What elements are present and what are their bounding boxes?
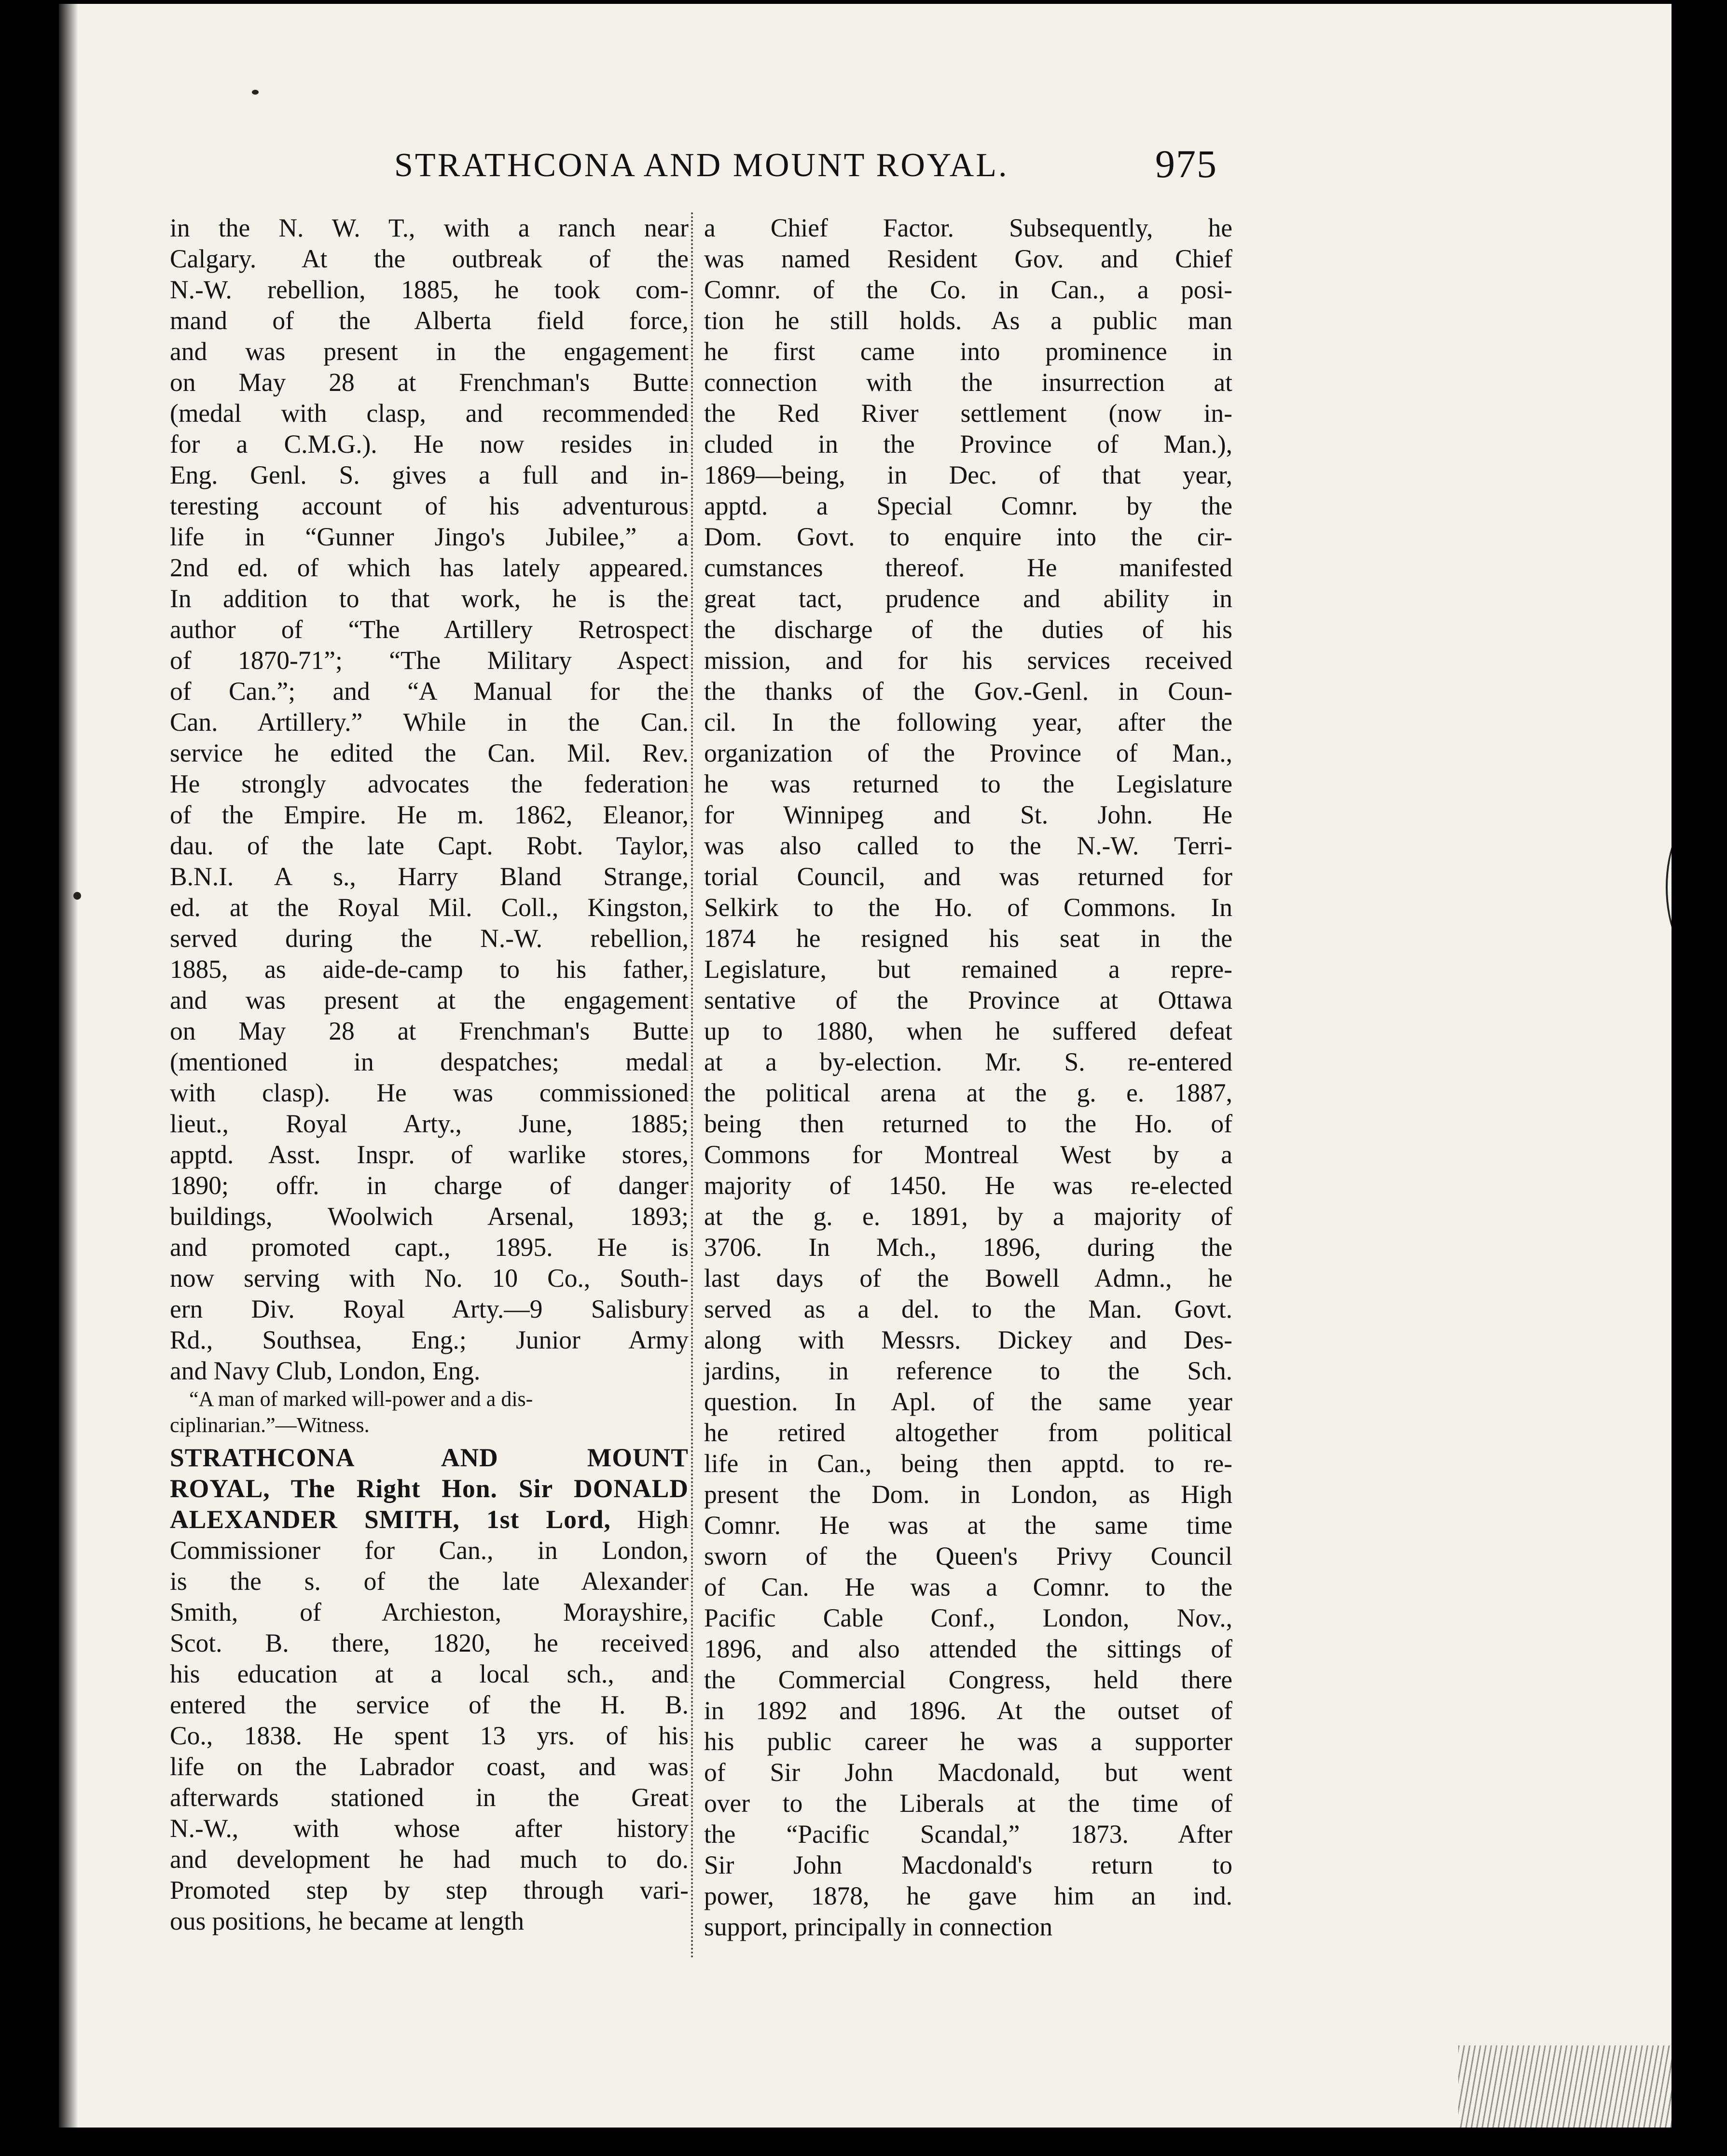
left-column-line: In addition to that work, he is the bbox=[170, 584, 689, 613]
left-column-line: Co., 1838. He spent 13 yrs. of his bbox=[170, 1721, 689, 1750]
right-column-line: up to 1880, when he suffered defeat bbox=[704, 1016, 1232, 1045]
right-column-line: Dom. Govt. to enquire into the cir- bbox=[704, 522, 1232, 551]
left-column-line: of the Empire. He m. 1862, Eleanor, bbox=[170, 800, 689, 829]
left-column-line: B.N.I. A s., Harry Bland Strange, bbox=[170, 862, 689, 891]
right-column-line: the discharge of the duties of his bbox=[704, 615, 1232, 644]
right-column-line: the Red River settlement (now in- bbox=[704, 399, 1232, 428]
left-column-line: on May 28 at Frenchman's Butte bbox=[170, 368, 689, 397]
right-column-line: was named Resident Gov. and Chief bbox=[704, 244, 1232, 273]
right-column-line: cumstances thereof. He manifested bbox=[704, 553, 1232, 582]
left-column-line: in the N. W. T., with a ranch near bbox=[170, 213, 689, 242]
left-column-line: He strongly advocates the federation bbox=[170, 769, 689, 798]
left-column-line: mand of the Alberta field force, bbox=[170, 306, 689, 335]
right-column-line: Sir John Macdonald's return to bbox=[704, 1850, 1232, 1879]
left-column-line: 1885, as aide-de-camp to his father, bbox=[170, 955, 689, 984]
left-column-line: entered the service of the H. B. bbox=[170, 1690, 689, 1719]
entry-heading-line-2 bbox=[170, 1473, 689, 1504]
right-column-line: the “Pacific Scandal,” 1873. After bbox=[704, 1820, 1232, 1849]
left-column-line: ed. at the Royal Mil. Coll., Kingston, bbox=[170, 893, 689, 922]
left-column-line: his education at a local sch., and bbox=[170, 1659, 689, 1688]
scanned-page bbox=[59, 4, 1672, 2128]
right-column-line: sworn of the Queen's Privy Council bbox=[704, 1542, 1232, 1571]
entry-name-2: ROYAL, The Right Hon. Sir DONALD bbox=[170, 1474, 689, 1503]
left-column-text-a bbox=[170, 212, 689, 1386]
right-column-line: 1896, and also attended the sittings of bbox=[704, 1634, 1232, 1663]
quote-line-1: “A man of marked will-power and a dis- bbox=[189, 1387, 533, 1411]
right-column-line: he first came into prominence in bbox=[704, 337, 1232, 366]
right-column-line: apptd. a Special Comnr. by the bbox=[704, 491, 1232, 520]
right-column-line: present the Dom. in London, as High bbox=[704, 1480, 1232, 1509]
left-column-line: dau. of the late Capt. Robt. Taylor, bbox=[170, 831, 689, 860]
left-column-line: with clasp). He was commissioned bbox=[170, 1078, 689, 1107]
left-column-line: 1890; offr. in charge of danger bbox=[170, 1171, 689, 1200]
right-column-line: Comnr. of the Co. in Can., a posi- bbox=[704, 275, 1232, 304]
right-column-line: majority of 1450. He was re-elected bbox=[704, 1171, 1232, 1200]
right-column-line: at the g. e. 1891, by a majority of bbox=[704, 1202, 1232, 1231]
left-column-line: apptd. Asst. Inspr. of warlike stores, bbox=[170, 1140, 689, 1169]
left-column-line: Rd., Southsea, Eng.; Junior Army bbox=[170, 1325, 689, 1354]
left-column-line: Can. Artillery.” While in the Can. bbox=[170, 708, 689, 737]
right-column-line: the Commercial Congress, held there bbox=[704, 1665, 1232, 1694]
right-column-line: 1869—being, in Dec. of that year, bbox=[704, 460, 1232, 489]
left-column-line: and was present in the engagement bbox=[170, 337, 689, 366]
left-column-line: Eng. Genl. S. gives a full and in- bbox=[170, 460, 689, 489]
left-column-line: N.-W. rebellion, 1885, he took com- bbox=[170, 275, 689, 304]
right-column-line: of Can. He was a Comnr. to the bbox=[704, 1572, 1232, 1601]
right-column-line: served as a del. to the Man. Govt. bbox=[704, 1294, 1232, 1323]
right-column-line: support, principally in connection bbox=[704, 1912, 1053, 1941]
right-column-line: connection with the insurrection at bbox=[704, 368, 1232, 397]
left-column-text-b bbox=[170, 1535, 689, 1936]
left-column-line: ous positions, he became at length bbox=[170, 1906, 524, 1935]
right-column-line: Legislature, but remained a repre- bbox=[704, 955, 1232, 984]
left-column-line: afterwards stationed in the Great bbox=[170, 1783, 689, 1812]
right-column-line: Commons for Montreal West by a bbox=[704, 1140, 1232, 1169]
right-column-line: his public career he was a supporter bbox=[704, 1727, 1232, 1756]
right-column-line: power, 1878, he gave him an ind. bbox=[704, 1881, 1232, 1910]
left-column-line: Promoted step by step through vari- bbox=[170, 1876, 689, 1905]
ink-spot bbox=[252, 90, 259, 95]
right-column-line: sentative of the Province at Ottawa bbox=[704, 986, 1232, 1015]
right-column-line: organization of the Province of Man., bbox=[704, 738, 1232, 767]
right-column bbox=[704, 212, 1232, 1942]
right-column-line: of Sir John Macdonald, but went bbox=[704, 1758, 1232, 1787]
left-column-line: is the s. of the late Alexander bbox=[170, 1567, 689, 1596]
header-title: STRATHCONA AND MOUNT ROYAL. bbox=[394, 147, 1009, 184]
left-column-line: and Navy Club, London, Eng. bbox=[170, 1356, 481, 1385]
right-column-line: last days of the Bowell Admn., he bbox=[704, 1264, 1232, 1293]
left-column-line: life on the Labrador coast, and was bbox=[170, 1752, 689, 1781]
entry-name-3: ALEXANDER SMITH, 1st Lord, bbox=[170, 1505, 611, 1534]
left-column-line: for a C.M.G.). He now resides in bbox=[170, 430, 689, 459]
left-column bbox=[170, 212, 689, 1936]
left-column-line: and development he had much to do. bbox=[170, 1845, 689, 1874]
right-column-line: cluded in the Province of Man.), bbox=[704, 430, 1232, 459]
left-column-line: of Can.”; and “A Manual for the bbox=[170, 677, 689, 706]
right-column-line: 1874 he resigned his seat in the bbox=[704, 924, 1232, 953]
left-column-line: on May 28 at Frenchman's Butte bbox=[170, 1016, 689, 1045]
right-column-line: at a by-election. Mr. S. re-entered bbox=[704, 1047, 1232, 1076]
right-column-line: jardins, in reference to the Sch. bbox=[704, 1356, 1232, 1385]
right-column-line: Selkirk to the Ho. of Commons. In bbox=[704, 893, 1232, 922]
left-column-line: life in “Gunner Jingo's Jubilee,” a bbox=[170, 522, 689, 551]
right-column-line: question. In Apl. of the same year bbox=[704, 1387, 1232, 1416]
left-column-line: teresting account of his adventurous bbox=[170, 491, 689, 520]
right-column-line: the political arena at the g. e. 1887, bbox=[704, 1078, 1232, 1107]
entry-heading-line-3 bbox=[170, 1504, 689, 1535]
right-column-line: he retired altogether from political bbox=[704, 1418, 1232, 1447]
right-column-line: a Chief Factor. Subsequently, he bbox=[704, 213, 1232, 242]
left-column-line: and was present at the engagement bbox=[170, 986, 689, 1015]
left-column-line: service he edited the Can. Mil. Rev. bbox=[170, 738, 689, 767]
left-column-line: Smith, of Archieston, Morayshire, bbox=[170, 1598, 689, 1627]
right-column-line: along with Messrs. Dickey and Des- bbox=[704, 1325, 1232, 1354]
right-column-line: for Winnipeg and St. John. He bbox=[704, 800, 1232, 829]
left-column-line: 2nd ed. of which has lately appeared. bbox=[170, 553, 689, 582]
right-column-line: great tact, prudence and ability in bbox=[704, 584, 1232, 613]
entry-name-1: STRATHCONA AND MOUNT bbox=[170, 1443, 689, 1472]
left-column-line: lieut., Royal Arty., June, 1885; bbox=[170, 1109, 689, 1138]
left-column-line: buildings, Woolwich Arsenal, 1893; bbox=[170, 1202, 689, 1231]
left-column-line: served during the N.-W. rebellion, bbox=[170, 924, 689, 953]
left-column-line: Calgary. At the outbreak of the bbox=[170, 244, 689, 273]
right-column-line: he was returned to the Legislature bbox=[704, 769, 1232, 798]
column-divider bbox=[691, 212, 693, 1960]
entry-name-3-rest: High bbox=[637, 1505, 689, 1534]
right-column-line: life in Can., being then apptd. to re- bbox=[704, 1449, 1232, 1478]
right-column-line: was also called to the N.-W. Terri- bbox=[704, 831, 1232, 860]
right-column-line: tion he still holds. As a public man bbox=[704, 306, 1232, 335]
entry-heading-line-1 bbox=[170, 1442, 689, 1473]
left-column-line: of 1870-71”; “The Military Aspect bbox=[170, 646, 689, 675]
ink-spot bbox=[73, 892, 81, 900]
left-column-line: now serving with No. 10 Co., South- bbox=[170, 1264, 689, 1293]
left-column-line: (mentioned in despatches; medal bbox=[170, 1047, 689, 1076]
left-column-line: and promoted capt., 1895. He is bbox=[170, 1233, 689, 1262]
left-column-line: Scot. B. there, 1820, he received bbox=[170, 1628, 689, 1657]
right-column-line: 3706. In Mch., 1896, during the bbox=[704, 1233, 1232, 1262]
right-column-line: mission, and for his services received bbox=[704, 646, 1232, 675]
scan-noise bbox=[1458, 2045, 1672, 2128]
right-column-line: being then returned to the Ho. of bbox=[704, 1109, 1232, 1138]
quote-line-2: ciplinarian.”—Witness. bbox=[170, 1413, 370, 1437]
right-column-line: in 1892 and 1896. At the outset of bbox=[704, 1696, 1232, 1725]
right-column-line: cil. In the following year, after the bbox=[704, 708, 1232, 737]
right-column-line: Pacific Cable Conf., London, Nov., bbox=[704, 1603, 1232, 1632]
right-column-line: the thanks of the Gov.-Genl. in Coun- bbox=[704, 677, 1232, 706]
right-column-line: over to the Liberals at the time of bbox=[704, 1789, 1232, 1818]
left-column-line: N.-W., with whose after history bbox=[170, 1814, 689, 1843]
margin-mark bbox=[1666, 815, 1672, 960]
left-column-line: Commissioner for Can., in London, bbox=[170, 1536, 689, 1565]
left-column-line: (medal with clasp, and recommended bbox=[170, 399, 689, 428]
left-column-line: author of “The Artillery Retrospect bbox=[170, 615, 689, 644]
right-column-line: torial Council, and was returned for bbox=[704, 862, 1232, 891]
right-column-line: Comnr. He was at the same time bbox=[704, 1511, 1232, 1540]
page-number: 975 bbox=[1155, 142, 1217, 186]
left-column-line: ern Div. Royal Arty.—9 Salisbury bbox=[170, 1294, 689, 1323]
running-header bbox=[59, 141, 1672, 195]
